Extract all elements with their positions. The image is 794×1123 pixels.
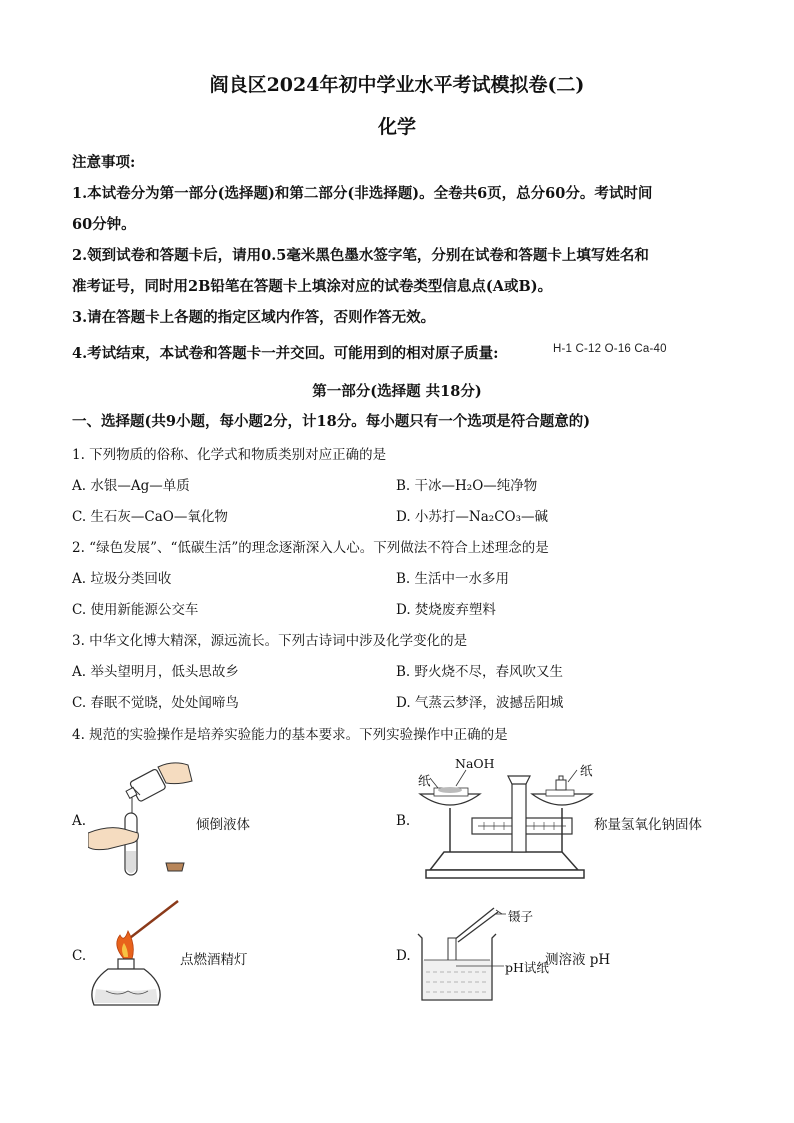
ph-paper-label: pH试纸 bbox=[505, 960, 549, 975]
notice-heading: 注意事项: bbox=[72, 154, 136, 171]
part-heading: 第一部分(选择题 共18分) bbox=[312, 383, 482, 400]
option-c: C. 春眠不觉晓，处处闻啼鸟 bbox=[72, 695, 239, 711]
option-c: C. 使用新能源公交车 bbox=[72, 602, 199, 618]
option-d: D. 气蒸云梦泽，波撼岳阳城 bbox=[396, 695, 564, 711]
subject-title: 化学 bbox=[377, 116, 416, 138]
option-b-letter: B. bbox=[396, 813, 411, 829]
pouring-liquid-figure bbox=[88, 755, 198, 885]
notice-item: 2.领到试卷和答题卡后，请用0.5毫米黑色墨水签字笔，分别在试卷和答题卡上填写姓名和 bbox=[72, 247, 649, 264]
option-b-caption: 称量氢氧化钠固体 bbox=[594, 817, 702, 833]
option-c-letter: C. bbox=[72, 948, 87, 964]
notice-item: 60分钟。 bbox=[72, 216, 136, 233]
option-a-caption: 倾倒液体 bbox=[196, 817, 250, 833]
option-d-letter: D. bbox=[396, 948, 411, 964]
paper-label-left: 纸 bbox=[418, 773, 431, 788]
option-d: D. 小苏打—Na₂CO₃—碱 bbox=[396, 509, 549, 525]
option-d-caption: 测溶液 pH bbox=[545, 952, 611, 968]
ph-test-figure bbox=[412, 900, 522, 1010]
option-d: D. 焚烧废弃塑料 bbox=[396, 602, 496, 618]
notice-item: 4.考试结束，本试卷和答题卡一并交回。可能用到的相对原子质量: bbox=[72, 345, 499, 362]
question-stem: 2. “绿色发展”、“低碳生活”的理念逐渐深入人心。下列做法不符合上述理念的是 bbox=[72, 540, 549, 556]
paper-label-right: 纸 bbox=[580, 763, 593, 778]
atomic-masses: H-1 C-12 O-16 Ca-40 bbox=[553, 343, 667, 355]
alcohol-lamp-figure bbox=[88, 893, 184, 1013]
option-a: A. 垃圾分类回收 bbox=[72, 571, 172, 587]
page-title: 阎良区2024年初中学业水平考试模拟卷(二) bbox=[209, 74, 585, 96]
option-b: B. 野火烧不尽，春风吹又生 bbox=[396, 664, 564, 680]
balance-figure bbox=[412, 752, 602, 884]
question-stem: 4. 规范的实验操作是培养实验能力的基本要求。下列实验操作中正确的是 bbox=[72, 727, 508, 743]
naoh-label: NaOH bbox=[455, 756, 495, 771]
tweezers-label: 镊子 bbox=[508, 909, 534, 924]
notice-item: 1.本试卷分为第一部分(选择题)和第二部分(非选择题)。全卷共6页，总分60分。考试时间 bbox=[72, 185, 653, 202]
section-heading: 一、选择题(共9小题，每小题2分，计18分。每小题只有一个选项是符合题意的) bbox=[72, 413, 591, 430]
option-c: C. 生石灰—CaO—氧化物 bbox=[72, 509, 228, 525]
question-stem: 3. 中华文化博大精深，源远流长。下列古诗词中涉及化学变化的是 bbox=[72, 633, 468, 649]
option-a: A. 水银—Ag—单质 bbox=[72, 478, 190, 494]
question-stem: 1. 下列物质的俗称、化学式和物质类别对应正确的是 bbox=[72, 447, 387, 463]
option-a: A. 举头望明月，低头思故乡 bbox=[72, 664, 239, 680]
notice-item: 准考证号，同时用2B铅笔在答题卡上填涂对应的试卷类型信息点(A或B)。 bbox=[72, 278, 553, 295]
notice-item: 3.请在答题卡上各题的指定区域内作答，否则作答无效。 bbox=[72, 309, 436, 326]
option-c-caption: 点燃酒精灯 bbox=[180, 952, 248, 968]
option-b: B. 干冰—H₂O—纯净物 bbox=[396, 478, 538, 494]
option-b: B. 生活中一水多用 bbox=[396, 571, 510, 587]
option-a-letter: A. bbox=[72, 813, 87, 829]
